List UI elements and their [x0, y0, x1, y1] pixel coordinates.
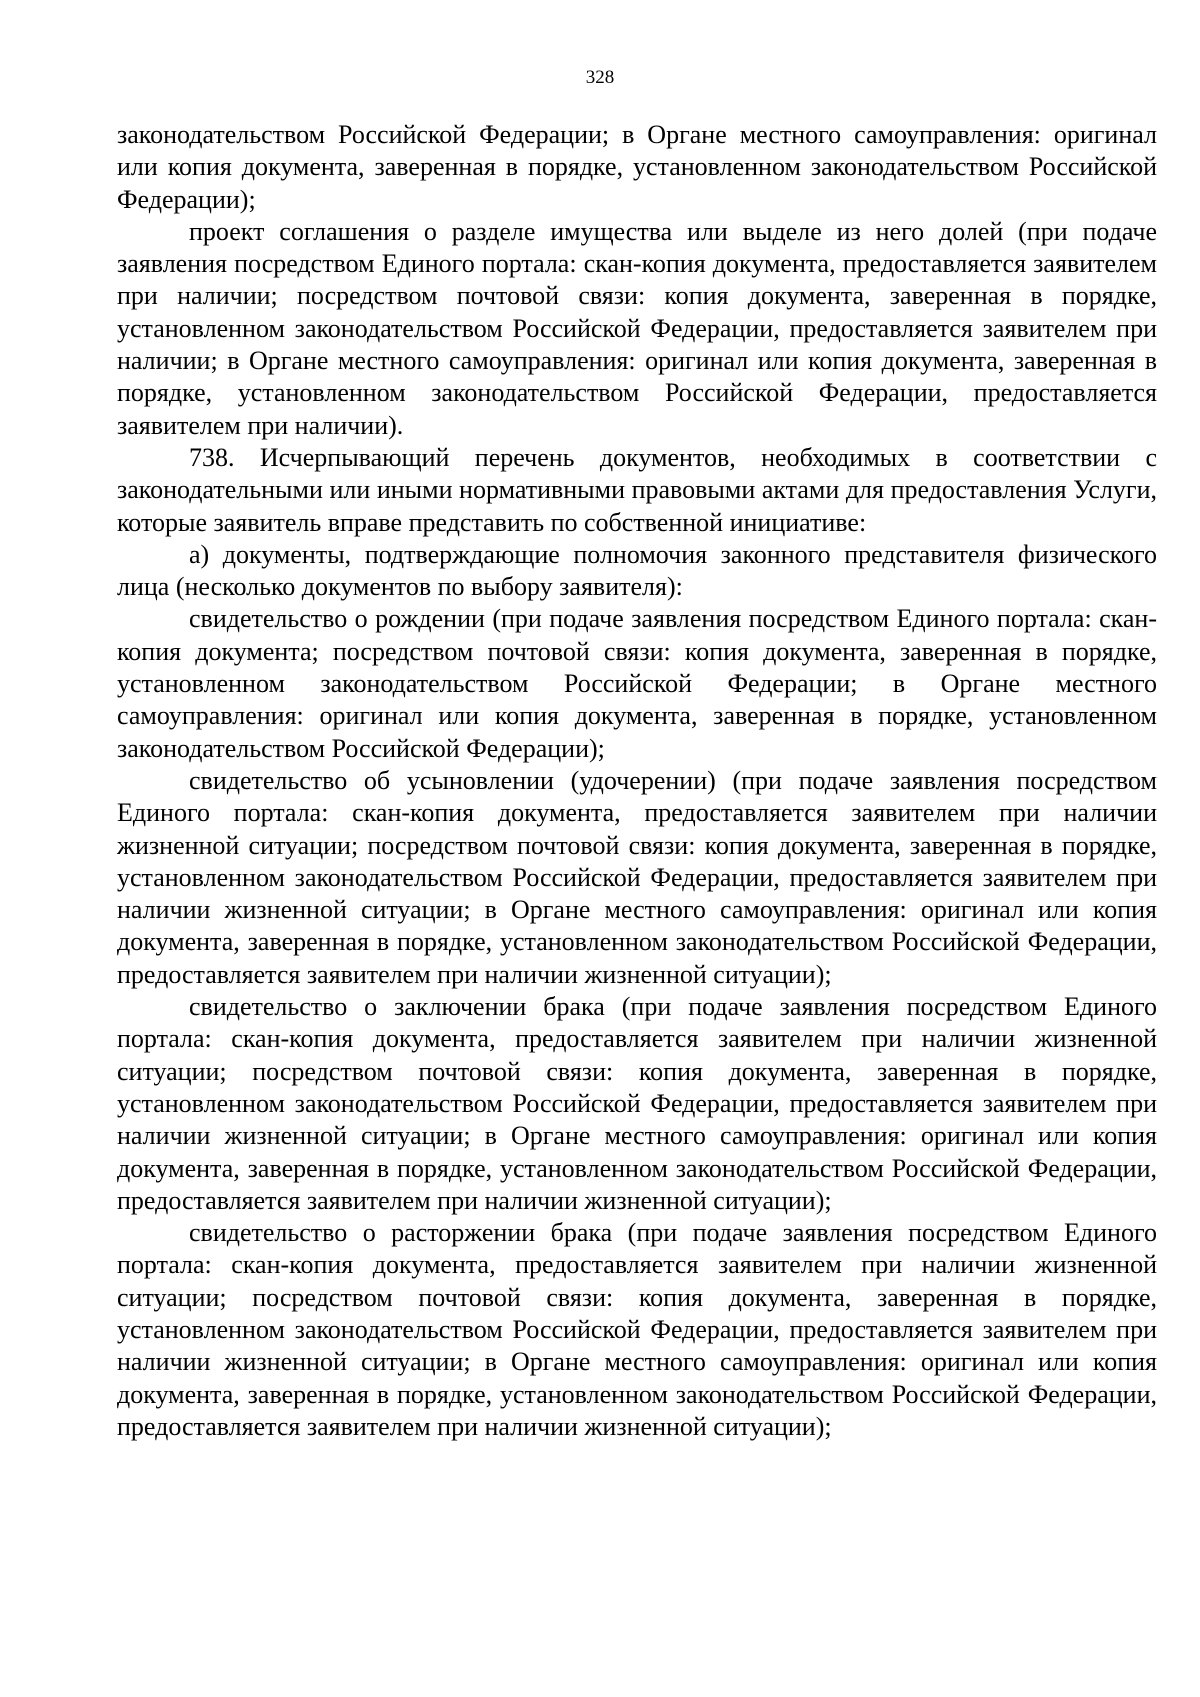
- paragraph-birth-certificate: свидетельство о рождении (при подаче заявления посредством Единого портала: скан-копия документа; посредством почтовой связи: копия документа, заверенная в порядке, установленном законодательством Российской Федерации; в Органе местного самоуправления: оригинал или копия документа, заверенная в порядке, установленном законодательством Российской Федерации);: [117, 604, 1157, 763]
- page-number: 328: [585, 67, 615, 88]
- paragraph-continuation: законодательством Российской Федерации; в Органе местного самоуправления: оригинал или копия документа, заверенная в порядке, установленном законодательством Российской Федерации);: [117, 120, 1157, 214]
- paragraph-divorce-certificate: свидетельство о расторжении брака (при подаче заявления посредством Единого портала: скан-копия документа, предоставляется заявителем при наличии жизненной ситуации; посредством почтовой связи: копия документа, заверенная в порядке, установленном законодательством Российской Федерации, предоставляется заявителем при наличии жизненной ситуации; в Органе местного самоуправления: оригинал или копия документа, заверенная в порядке, установленном законодательством Российской Федерации, предоставляется заявителем при наличии жизненной ситуации);: [117, 1218, 1157, 1441]
- paragraph-marriage-certificate: свидетельство о заключении брака (при подаче заявления посредством Единого портала: скан-копия документа, предоставляется заявителем при наличии жизненной ситуации; посредством почтовой связи: копия документа, заверенная в порядке, установленном законодательством Российской Федерации, предоставляется заявителем при наличии жизненной ситуации; в Органе местного самоуправления: оригинал или копия документа, заверенная в порядке, установленном законодательством Российской Федерации, предоставляется заявителем при наличии жизненной ситуации);: [117, 992, 1157, 1215]
- paragraph-subitem-a: а) документы, подтверждающие полномочия законного представителя физического лица (несколько документов по выбору заявителя):: [117, 539, 1157, 602]
- paragraph-adoption-certificate: свидетельство об усыновлении (удочерении) (при подаче заявления посредством Единого портала: скан-копия документа, предоставляется заявителем при наличии жизненной ситуации; посредством почтовой связи: копия документа, заверенная в порядке, установленном законодательством Российской Федерации, предоставляется заявителем при наличии жизненной ситуации; в Органе местного самоуправления: оригинал или копия документа, заверенная в порядке, установленном законодательством Российской Федерации, предоставляется заявителем при наличии жизненной ситуации);: [117, 765, 1157, 989]
- paragraph-item-738: 738. Исчерпывающий перечень документов, необходимых в соответствии с законодательными или иными нормативными правовыми актами для предоставления Услуги, которые заявитель вправе представить по собственной инициативе:: [117, 442, 1157, 537]
- paragraph-property-division-agreement: проект соглашения о разделе имущества или выделе из него долей (при подаче заявления посредством Единого портала: скан-копия документа, предоставляется заявителем при наличии; посредством почтовой связи: копия документа, заверенная в порядке, установленном законодательством Российской Федерации, предоставляется заявителем при наличии; в Органе местного самоуправления: оригинал или копия документа, заверенная в порядке, установленном законодательством Российской Федерации, предоставляется заявителем при наличии).: [117, 216, 1157, 440]
- document-body: [117, 119, 1157, 1443]
